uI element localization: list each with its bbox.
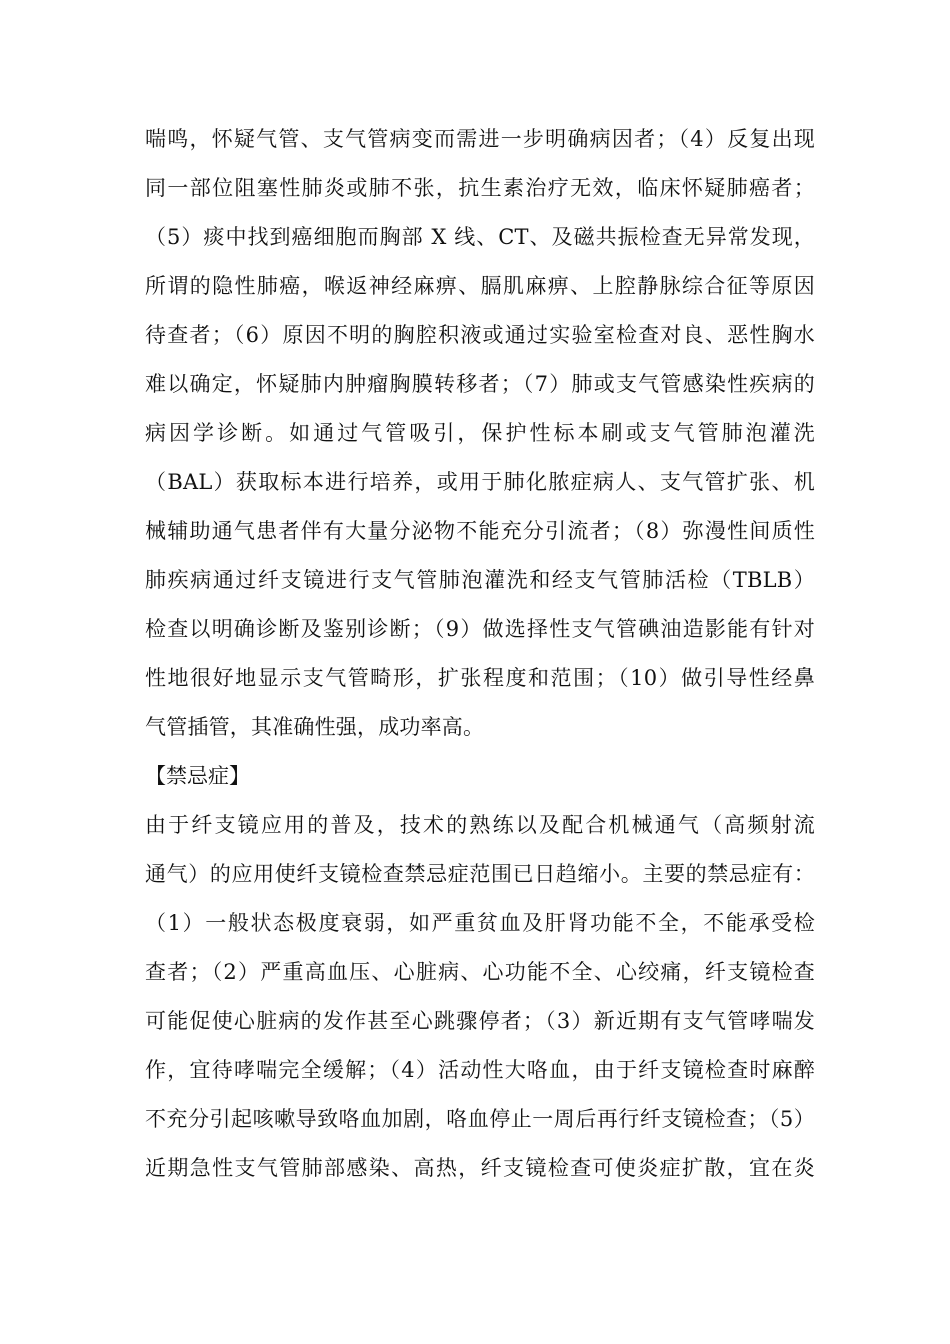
text-line: 由于纤支镜应用的普及，技术的熟练以及配合机械通气（高频射流 [145, 813, 815, 837]
text-line: （5）痰中找到癌细胞而胸部 X 线、CT、及磁共振检查无异常发现， [145, 225, 815, 249]
text-line: 近期急性支气管肺部感染、高热，纤支镜检查可使炎症扩散，宜在炎 [145, 1156, 815, 1180]
text-line: 气管插管，其准确性强，成功率高。 [145, 715, 485, 739]
text-line: 不充分引起咳嗽导致咯血加剧，咯血停止一周后再行纤支镜检查；（5） [145, 1107, 815, 1131]
text-line: 检查以明确诊断及鉴别诊断；（9）做选择性支气管碘油造影能有针对 [145, 617, 815, 641]
text-line: 所谓的隐性肺癌，喉返神经麻痹、膈肌麻痹、上腔静脉综合征等原因 [145, 274, 815, 298]
contraindications-paragraph [145, 801, 815, 1193]
indications-paragraph [145, 115, 815, 752]
text-line: 性地很好地显示支气管畸形，扩张程度和范围；（10）做引导性经鼻 [145, 666, 815, 690]
document-body [145, 115, 815, 1193]
text-line: 肺疾病通过纤支镜进行支气管肺泡灌洗和经支气管肺活检（TBLB） [145, 568, 815, 592]
text-line: 待查者；（6）原因不明的胸腔积液或通过实验室检查对良、恶性胸水 [145, 323, 815, 347]
text-line: 病因学诊断。如通过气管吸引，保护性标本刷或支气管肺泡灌洗 [145, 421, 815, 445]
text-line: 作，宜待哮喘完全缓解；（4）活动性大咯血，由于纤支镜检查时麻醉 [145, 1058, 815, 1082]
text-line: 喘鸣，怀疑气管、支气管病变而需进一步明确病因者；（4）反复出现 [145, 127, 815, 151]
text-line: 通气）的应用使纤支镜检查禁忌症范围已日趋缩小。主要的禁忌症有： [145, 862, 815, 886]
text-line: 可能促使心脏病的发作甚至心跳骤停者；（3）新近期有支气管哮喘发 [145, 1009, 815, 1033]
section-heading: 【禁忌症】 [145, 764, 250, 788]
text-line: 查者；（2）严重高血压、心脏病、心功能不全、心绞痛，纤支镜检查 [145, 960, 815, 984]
text-line: 难以确定，怀疑肺内肿瘤胸膜转移者；（7）肺或支气管感染性疾病的 [145, 372, 815, 396]
text-line: （BAL）获取标本进行培养，或用于肺化脓症病人、支气管扩张、机 [145, 470, 815, 494]
text-line: 同一部位阻塞性肺炎或肺不张，抗生素治疗无效，临床怀疑肺癌者； [145, 176, 815, 200]
text-line: 械辅助通气患者伴有大量分泌物不能充分引流者；（8）弥漫性间质性 [145, 519, 815, 543]
text-line: （1）一般状态极度衰弱，如严重贫血及肝肾功能不全，不能承受检 [145, 911, 815, 935]
